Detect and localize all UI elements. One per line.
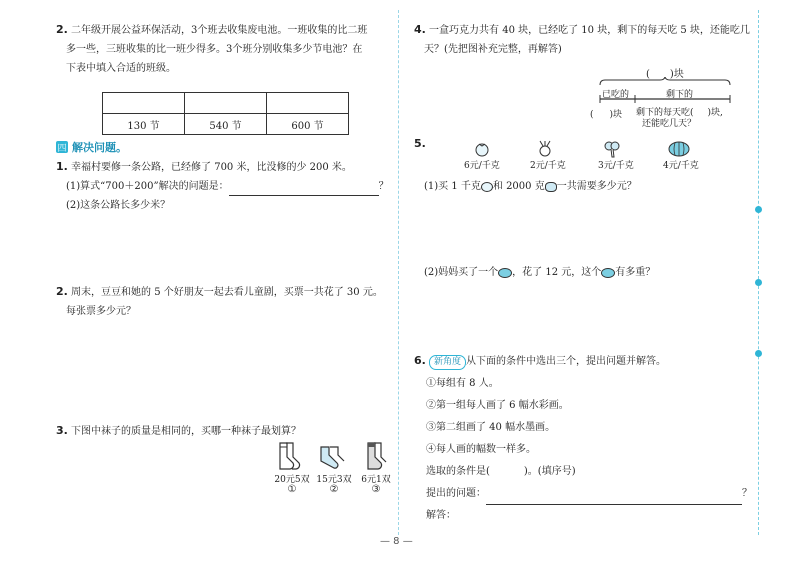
q2-line1: 二年级开展公益环保活动，3个班去收集废电池。一班收集的比二班 <box>71 25 368 36</box>
p1-sub1-suffix: ？ <box>378 181 389 192</box>
radish-icon <box>537 140 553 158</box>
p3-number: 3. <box>56 424 68 437</box>
pumpkin-icon <box>668 139 690 157</box>
pumpkin-inline-icon-2 <box>601 268 615 278</box>
q5-sub2-b: ，花了 12 元，这个 <box>512 267 602 278</box>
diagram-top-close: ) <box>669 69 674 80</box>
sock-pack-3-icon <box>318 445 346 471</box>
q2-line2: 多一些，三班收集的比一班少得多。3个班分别收集多少节电池？在 <box>66 44 363 55</box>
class-table <box>102 92 349 135</box>
price-pumpkin: 4元/千克 <box>663 161 699 171</box>
tomato-inline-icon <box>481 182 493 192</box>
q6-chosen-suffix: )。(填序号) <box>523 466 576 477</box>
sock-option-1-price: 20元5双 <box>274 475 310 485</box>
battery-count-3: 600 节 <box>267 114 349 135</box>
diagram-remaining-label: 剩下的 <box>666 90 694 100</box>
diagram-per-day: 剩下的每天吃( <box>636 108 694 118</box>
q5-sub1 <box>424 177 637 196</box>
diagram-per-day-unit: 块, <box>711 108 723 118</box>
sock-option-2-price: 15元3双 <box>316 475 352 485</box>
problem-1 <box>56 157 389 215</box>
q4-line1: 一盒巧克力共有 40 块，已经吃了 10 块，剩下的每天吃 5 块，还能吃几 <box>429 25 750 36</box>
section-header <box>56 139 127 155</box>
p1-number: 1. <box>56 160 68 173</box>
sock-single-icon <box>364 441 388 471</box>
q6-answer-label: 解答： <box>426 510 456 521</box>
q6-question-line[interactable] <box>486 504 742 505</box>
chocolate-diagram <box>590 65 750 127</box>
tomato-icon <box>474 141 490 157</box>
price-broccoli: 3元/千克 <box>598 161 634 171</box>
q6-condition-4: ④每人画的幅数一样多。 <box>426 444 536 455</box>
p1-sub1-prefix: (1)算式“700＋200”解决的问题是： <box>66 181 229 192</box>
q6-line1: 从下面的条件中选出三个，提出问题并解答。 <box>466 356 667 367</box>
sock-option-3-mark[interactable]: ③ <box>371 484 381 495</box>
q6-question-prefix: 提出的问题： <box>426 488 486 499</box>
price-radish: 2元/千克 <box>530 161 566 171</box>
q4-line2: 天？(先把图补充完整，再解答) <box>424 44 562 55</box>
problem-2 <box>56 282 383 321</box>
q4-number: 4. <box>414 23 426 36</box>
class-table-row-blank <box>103 93 349 114</box>
broccoli-inline-icon <box>545 182 557 192</box>
q6-question-suffix: ？ <box>742 488 752 499</box>
q5-sub1-c: 一共需要多少元？ <box>556 181 637 192</box>
binding-hole-1 <box>755 206 762 213</box>
p1-sub2: (2)这条公路长多少米？ <box>66 200 171 211</box>
binding-hole-3 <box>755 350 762 357</box>
q5-number: 5. <box>414 137 426 150</box>
column-divider <box>398 10 399 535</box>
diagram-per-day-close: ) <box>707 108 712 118</box>
price-tomato: 6元/千克 <box>464 161 500 171</box>
p1-line1: 幸福村要修一条公路，已经修了 700 米，比没修的少 200 米。 <box>71 162 352 173</box>
battery-count-2: 540 节 <box>185 114 267 135</box>
battery-count-1: 130 节 <box>103 114 185 135</box>
diagram-top-unit: 块 <box>673 69 684 80</box>
class-table-row-values <box>103 114 349 135</box>
class-cell-1[interactable] <box>103 93 185 114</box>
page-number: — 8 — <box>380 536 413 547</box>
sock-pack-5-icon <box>276 441 302 471</box>
section-icon: 四 <box>56 141 68 153</box>
q5-sub1-a: (1)买 1 千克 <box>424 181 481 192</box>
section-title: 解决问题。 <box>72 141 127 154</box>
p3-line1: 下图中袜子的质量是相同的，买哪一种袜子最划算？ <box>71 426 302 437</box>
new-angle-badge: 新角度 <box>429 355 466 370</box>
q5-sub1-b: 和 2000 克 <box>492 181 545 192</box>
q2-line3: 下表中填入合适的班级。 <box>66 63 176 74</box>
q2-number: 2. <box>56 23 68 36</box>
diagram-top-open: ( <box>646 69 650 80</box>
q6-chosen-prefix: 选取的条件是( <box>426 466 490 477</box>
class-cell-3[interactable] <box>267 93 349 114</box>
diagram-days-question: 还能吃几天？ <box>642 119 697 129</box>
q5-sub2-a: (2)妈妈买了一个 <box>424 267 499 278</box>
diagram-eaten-label: 已吃的 <box>602 90 630 100</box>
q6-condition-3: ③第二组画了 40 幅水墨画。 <box>426 422 556 433</box>
q6-number: 6. <box>414 354 426 367</box>
binding-edge <box>758 10 759 535</box>
p2-number: 2. <box>56 285 68 298</box>
q2-battery <box>56 20 367 78</box>
q4-chocolate <box>414 20 750 59</box>
p2-line1: 周末，豆豆和她的 5 个好朋友一起去看儿童剧，买票一共花了 30 元。 <box>71 287 383 298</box>
problem-3 <box>56 421 301 441</box>
sock-option-3-price: 6元1双 <box>361 475 391 485</box>
diagram-eaten-unit: 块 <box>613 110 623 120</box>
q6-condition-1: ①每组有 8 人。 <box>426 378 499 389</box>
sock-option-2-mark[interactable]: ② <box>329 484 339 495</box>
class-cell-2[interactable] <box>185 93 267 114</box>
socks-options <box>272 441 392 511</box>
sock-option-1-mark[interactable]: ① <box>287 484 297 495</box>
diagram-eaten-close: ) <box>609 110 614 120</box>
pumpkin-inline-icon-1 <box>498 268 512 278</box>
q5-sub2-c: 有多重？ <box>615 267 656 278</box>
p1-answer-line[interactable] <box>229 195 379 196</box>
p2-line2: 每张票多少元？ <box>66 306 136 317</box>
broccoli-icon <box>603 140 621 158</box>
diagram-eaten-open: ( <box>590 110 594 120</box>
q6-problem <box>414 350 752 527</box>
q6-condition-2: ②第一组每人画了 6 幅水彩画。 <box>426 400 569 411</box>
binding-hole-2 <box>755 279 762 286</box>
q5-sub2 <box>424 263 655 282</box>
